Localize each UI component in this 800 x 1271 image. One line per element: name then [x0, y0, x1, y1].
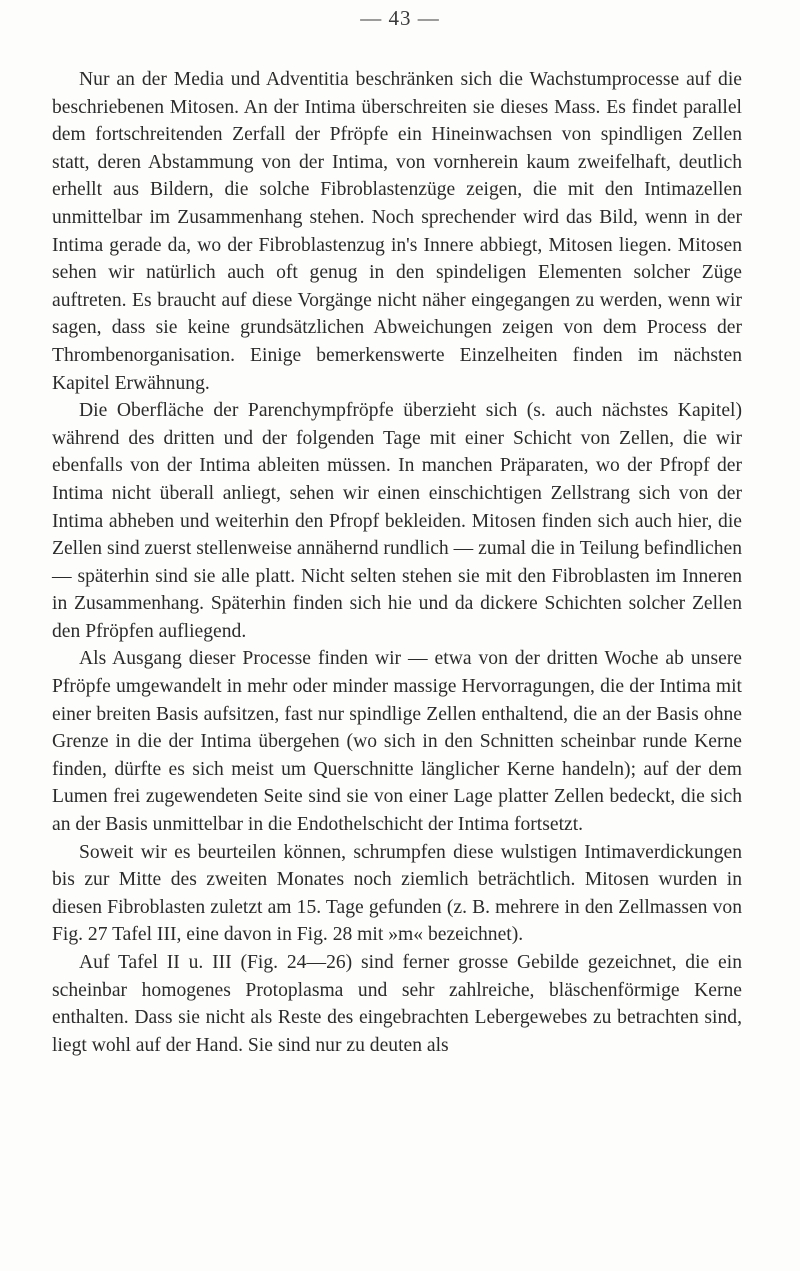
page-number-header: — 43 —	[360, 6, 440, 30]
paragraph: Die Oberfläche der Parenchympfröpfe überzieht sich (s. auch nächstes Kapitel) während des dritten und der folgenden Tage mit einer Schicht von Zellen, die wir ebenfalls von der Intima ableiten müssen. In manchen Präparaten, wo der Pfropf der Intima nicht überall anliegt, sehen wir einen einschichtigen Zellstrang sich von der Intima abheben und weiterhin den Pfropf bekleiden. Mitosen finden sich auch hier, die Zellen sind zuerst stellenweise annähernd rundlich — zumal die in Teilung befindlichen — späterhin sind sie alle platt. Nicht selten stehen sie mit den Fibroblasten im Inneren in Zusammenhang. Späterhin finden sich hie und da dickere Schichten solcher Zellen den Pfröpfen aufliegend.	[52, 400, 742, 642]
paragraph: Nur an der Media und Adventitia beschränken sich die Wachstumprocesse auf die beschriebenen Mitosen. An der Intima überschreiten sie dieses Mass. Es findet parallel dem fortschreitenden Zerfall der Pfröpfe ein Hineinwachsen von spindligen Zellen statt, deren Abstammung von der Intima, von vornherein kaum zweifelhaft, deutlich erhellt aus Bildern, die solche Fibroblastenzüge zeigen, die mit den Intimazellen unmittelbar im Zusammenhang stehen. Noch sprechender wird das Bild, wenn in der Intima gerade da, wo der Fibroblastenzug in's Innere abbiegt, Mitosen liegen. Mitosen sehen wir natürlich auch oft genug in den spindeligen Elementen solcher Züge auftreten. Es braucht auf diese Vorgänge nicht näher eingegangen zu werden, wenn wir sagen, dass sie keine grundsätzlichen Abweichungen zeigen von dem Process der Thrombenorganisation. Einige bemerkenswerte Einzelheiten finden im nächsten Kapitel Erwähnung.	[52, 69, 742, 394]
paragraph: Auf Tafel II u. III (Fig. 24—26) sind ferner grosse Gebilde gezeichnet, die ein scheinbar homogenes Protoplasma und sehr zahlreiche, bläschenförmige Kerne enthalten. Dass sie nicht als Reste des eingebrachten Lebergewebes zu betrachten sind, liegt wohl auf der Hand. Sie sind nur zu deuten als	[52, 952, 742, 1056]
paragraph: Als Ausgang dieser Processe finden wir — etwa von der dritten Woche ab unsere Pfröpfe umgewandelt in mehr oder minder massige Hervorragungen, die der Intima mit einer breiten Basis aufsitzen, fast nur spindlige Zellen enthaltend, die an der Basis ohne Grenze in die der Intima übergehen (wo sich in den Schnitten scheinbar runde Kerne finden, dürfte es sich meist um Querschnitte länglicher Kerne handeln); auf der dem Lumen frei zugewendeten Seite sind sie von einer Lage platter Zellen bedeckt, die sich an der Basis unmittelbar in die Endothelschicht der Intima fortsetzt.	[52, 648, 742, 836]
paragraph: Soweit wir es beurteilen können, schrumpfen diese wulstigen Intimaverdickungen bis zur Mitte des zweiten Monates noch ziemlich beträchtlich. Mitosen wurden in diesen Fibroblasten zuletzt am 15. Tage gefunden (z. B. mehrere in den Zellmassen von Fig. 27 Tafel III, eine davon in Fig. 28 mit »m« bezeichnet).	[52, 841, 742, 946]
body-text	[52, 66, 742, 1059]
